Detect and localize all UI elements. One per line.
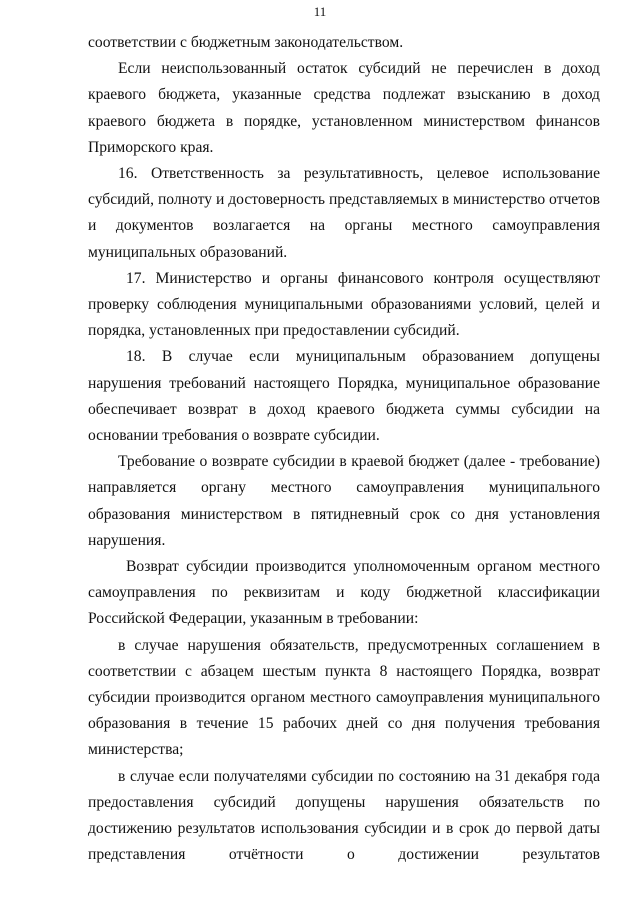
paragraph-7: Возврат субсидии производится уполномоченным органом местного самоуправления по реквизитам и коду бюджетной классификации Российской Федерации, указанным в требовании: (88, 558, 600, 628)
document-body (88, 30, 600, 869)
paragraph-5: 18. В случае если муниципальным образованием допущены нарушения требований настоящего Порядка, муниципальное образование обеспечивает возврат в доход краевого бюджета суммы субсидии на основании требования о возврате субсидии. (88, 348, 600, 445)
page-number: 11 (313, 4, 327, 19)
paragraph-3: 16. Ответственность за результативность, целевое использование субсидий, полноту и достоверность представляемых в министерство отчетов и документов возлагается на органы местного самоуправления муниципальных образований. (88, 165, 600, 261)
paragraph-6: Требование о возврате субсидии в краевой бюджет (далее - требование) направляется органу местного самоуправления муниципального образования министерством в пятидневный срок со дня установления нарушения. (88, 453, 600, 549)
paragraph-8: в случае нарушения обязательств, предусмотренных соглашением в соответствии с абзацем шестым пункта 8 настоящего Порядка, возврат субсидии производится органом местного самоуправления муниципального образования в течение 15 рабочих дней со дня получения требования министерства; (88, 636, 600, 759)
paragraph-9: в случае если получателями субсидии по состоянию на 31 декабря года предоставления субсидий допущены нарушения обязательств по достижению результатов использования субсидии и в срок до первой даты представления отчётности о достижении результатов (88, 767, 600, 864)
paragraph-1: соответствии с бюджетным законодательством. (88, 34, 404, 51)
paragraph-2: Если неиспользованный остаток субсидий не перечислен в доход краевого бюджета, указанные средства подлежат взысканию в доход краевого бюджета в порядке, установленном министерством финансов Приморского края. (88, 60, 600, 156)
paragraph-4: 17. Министерство и органы финансового контроля осуществляют проверку соблюдения муниципальными образованиями условий, целей и порядка, установленных при предоставлении субсидий. (88, 269, 600, 340)
